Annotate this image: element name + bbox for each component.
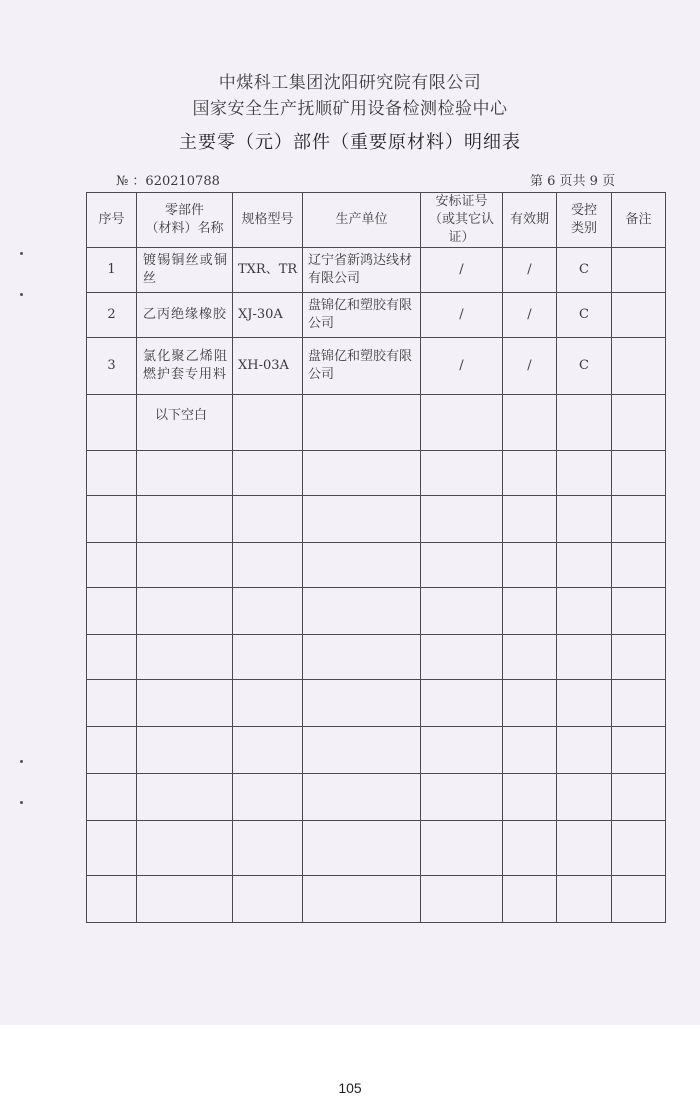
empty-cell [612,876,666,923]
cell-cert: / [421,338,503,395]
empty-cell [233,821,303,876]
empty-cell [503,727,557,774]
cell-maker: 辽宁省新鸿达线材有限公司 [303,248,421,293]
empty-cell [503,395,557,451]
table-row [87,395,666,451]
empty-cell [87,635,137,680]
empty-cell [503,774,557,821]
margin-dot [20,252,23,255]
document-title: 主要零（元）部件（重要原材料）明细表 [179,132,521,153]
column-header-no: 序号 [87,193,137,248]
cell-name: 氯化聚乙烯阻燃护套专用料 [137,338,233,395]
table-row [87,821,666,876]
empty-cell [557,496,612,543]
empty-cell [303,727,421,774]
testing-center-name: 国家安全生产抚顺矿用设备检测检验中心 [192,99,508,119]
cell-validity: / [503,338,557,395]
cell-remark [612,338,666,395]
empty-cell [233,588,303,635]
empty-cell [612,635,666,680]
cell-no: 3 [87,338,137,395]
empty-cell [233,543,303,588]
empty-cell [303,543,421,588]
empty-cell [303,635,421,680]
empty-cell [503,821,557,876]
document-number: № ：620210788 [116,174,220,189]
empty-cell [421,727,503,774]
cell-category: C [557,293,612,338]
empty-cell [557,588,612,635]
column-header-validity: 有效期 [503,193,557,248]
empty-cell [233,635,303,680]
empty-cell [557,774,612,821]
cell-name: 乙丙绝缘橡胶 [137,293,233,338]
empty-cell [421,680,503,727]
cell-model: XH-03A [233,338,303,395]
empty-cell [612,821,666,876]
cell-model: XJ-30A [233,293,303,338]
column-header-remark: 备注 [612,193,666,248]
empty-cell [137,588,233,635]
empty-cell [421,496,503,543]
empty-cell [421,395,503,451]
empty-cell [557,727,612,774]
table-row [87,543,666,588]
empty-cell [233,680,303,727]
empty-cell [303,876,421,923]
empty-cell [87,821,137,876]
table-row [87,338,666,395]
table-row [87,635,666,680]
margin-dot [20,293,23,296]
empty-cell [137,635,233,680]
empty-cell [557,680,612,727]
empty-cell [612,588,666,635]
empty-cell [87,680,137,727]
empty-cell [303,395,421,451]
table-row [87,496,666,543]
empty-cell [303,496,421,543]
empty-cell [612,727,666,774]
empty-cell [303,451,421,496]
empty-cell [233,727,303,774]
empty-cell [421,588,503,635]
empty-cell [87,451,137,496]
cell-cert: / [421,293,503,338]
empty-cell [137,821,233,876]
empty-cell [421,876,503,923]
cell-no: 2 [87,293,137,338]
empty-cell [421,774,503,821]
table-row [87,680,666,727]
empty-cell [557,395,612,451]
table-row [87,248,666,293]
empty-cell [233,451,303,496]
empty-cell [612,496,666,543]
table-row [87,588,666,635]
blank-note: 以下空白 [137,395,233,451]
empty-cell [503,635,557,680]
empty-cell [557,876,612,923]
cell-remark [612,293,666,338]
empty-cell [612,680,666,727]
cell-remark [612,248,666,293]
cell-no: 1 [87,248,137,293]
column-header-cert: 安标证号 （或其它认 证） [421,193,503,248]
empty-cell [233,774,303,821]
empty-cell [421,821,503,876]
empty-cell [233,395,303,451]
empty-cell [421,635,503,680]
empty-cell [421,451,503,496]
empty-cell [137,543,233,588]
empty-cell [303,821,421,876]
empty-cell [503,543,557,588]
page-number: 105 [338,1080,362,1096]
empty-cell [503,588,557,635]
cell-category: C [557,338,612,395]
empty-cell [303,774,421,821]
cell-validity: / [503,293,557,338]
empty-cell [303,588,421,635]
cell-maker: 盘锦亿和塑胶有限公司 [303,338,421,395]
empty-cell [303,680,421,727]
column-header-maker: 生产单位 [303,193,421,248]
empty-cell [87,395,137,451]
empty-cell [87,774,137,821]
margin-dot [20,760,23,763]
table-row [87,774,666,821]
column-header-name: 零部件 （材料）名称 [137,193,233,248]
empty-cell [87,496,137,543]
empty-cell [503,496,557,543]
table-header-row [87,193,666,248]
column-header-model: 规格型号 [233,193,303,248]
empty-cell [137,774,233,821]
empty-cell [87,727,137,774]
empty-cell [612,543,666,588]
empty-cell [87,543,137,588]
parts-table [86,192,666,923]
empty-cell [137,451,233,496]
table-row [87,727,666,774]
margin-dot [20,801,23,804]
empty-cell [137,727,233,774]
empty-cell [612,395,666,451]
page-info: 第 6 页共 9 页 [530,174,616,189]
empty-cell [557,635,612,680]
cell-model: TXR、TR [233,248,303,293]
empty-cell [233,496,303,543]
empty-cell [557,543,612,588]
empty-cell [87,876,137,923]
empty-cell [137,496,233,543]
cell-validity: / [503,248,557,293]
empty-cell [137,680,233,727]
organization-name: 中煤科工集团沈阳研究院有限公司 [218,73,482,93]
empty-cell [503,876,557,923]
empty-cell [557,451,612,496]
table-row [87,451,666,496]
column-header-category: 受控 类别 [557,193,612,248]
cell-category: C [557,248,612,293]
empty-cell [421,543,503,588]
cell-maker: 盘锦亿和塑胶有限公司 [303,293,421,338]
empty-cell [87,588,137,635]
cell-cert: / [421,248,503,293]
empty-cell [233,876,303,923]
empty-cell [557,821,612,876]
empty-cell [612,451,666,496]
cell-name: 镀锡铜丝或铜丝 [137,248,233,293]
empty-cell [503,680,557,727]
empty-cell [137,876,233,923]
table-row [87,293,666,338]
table-row [87,876,666,923]
empty-cell [503,451,557,496]
empty-cell [612,774,666,821]
